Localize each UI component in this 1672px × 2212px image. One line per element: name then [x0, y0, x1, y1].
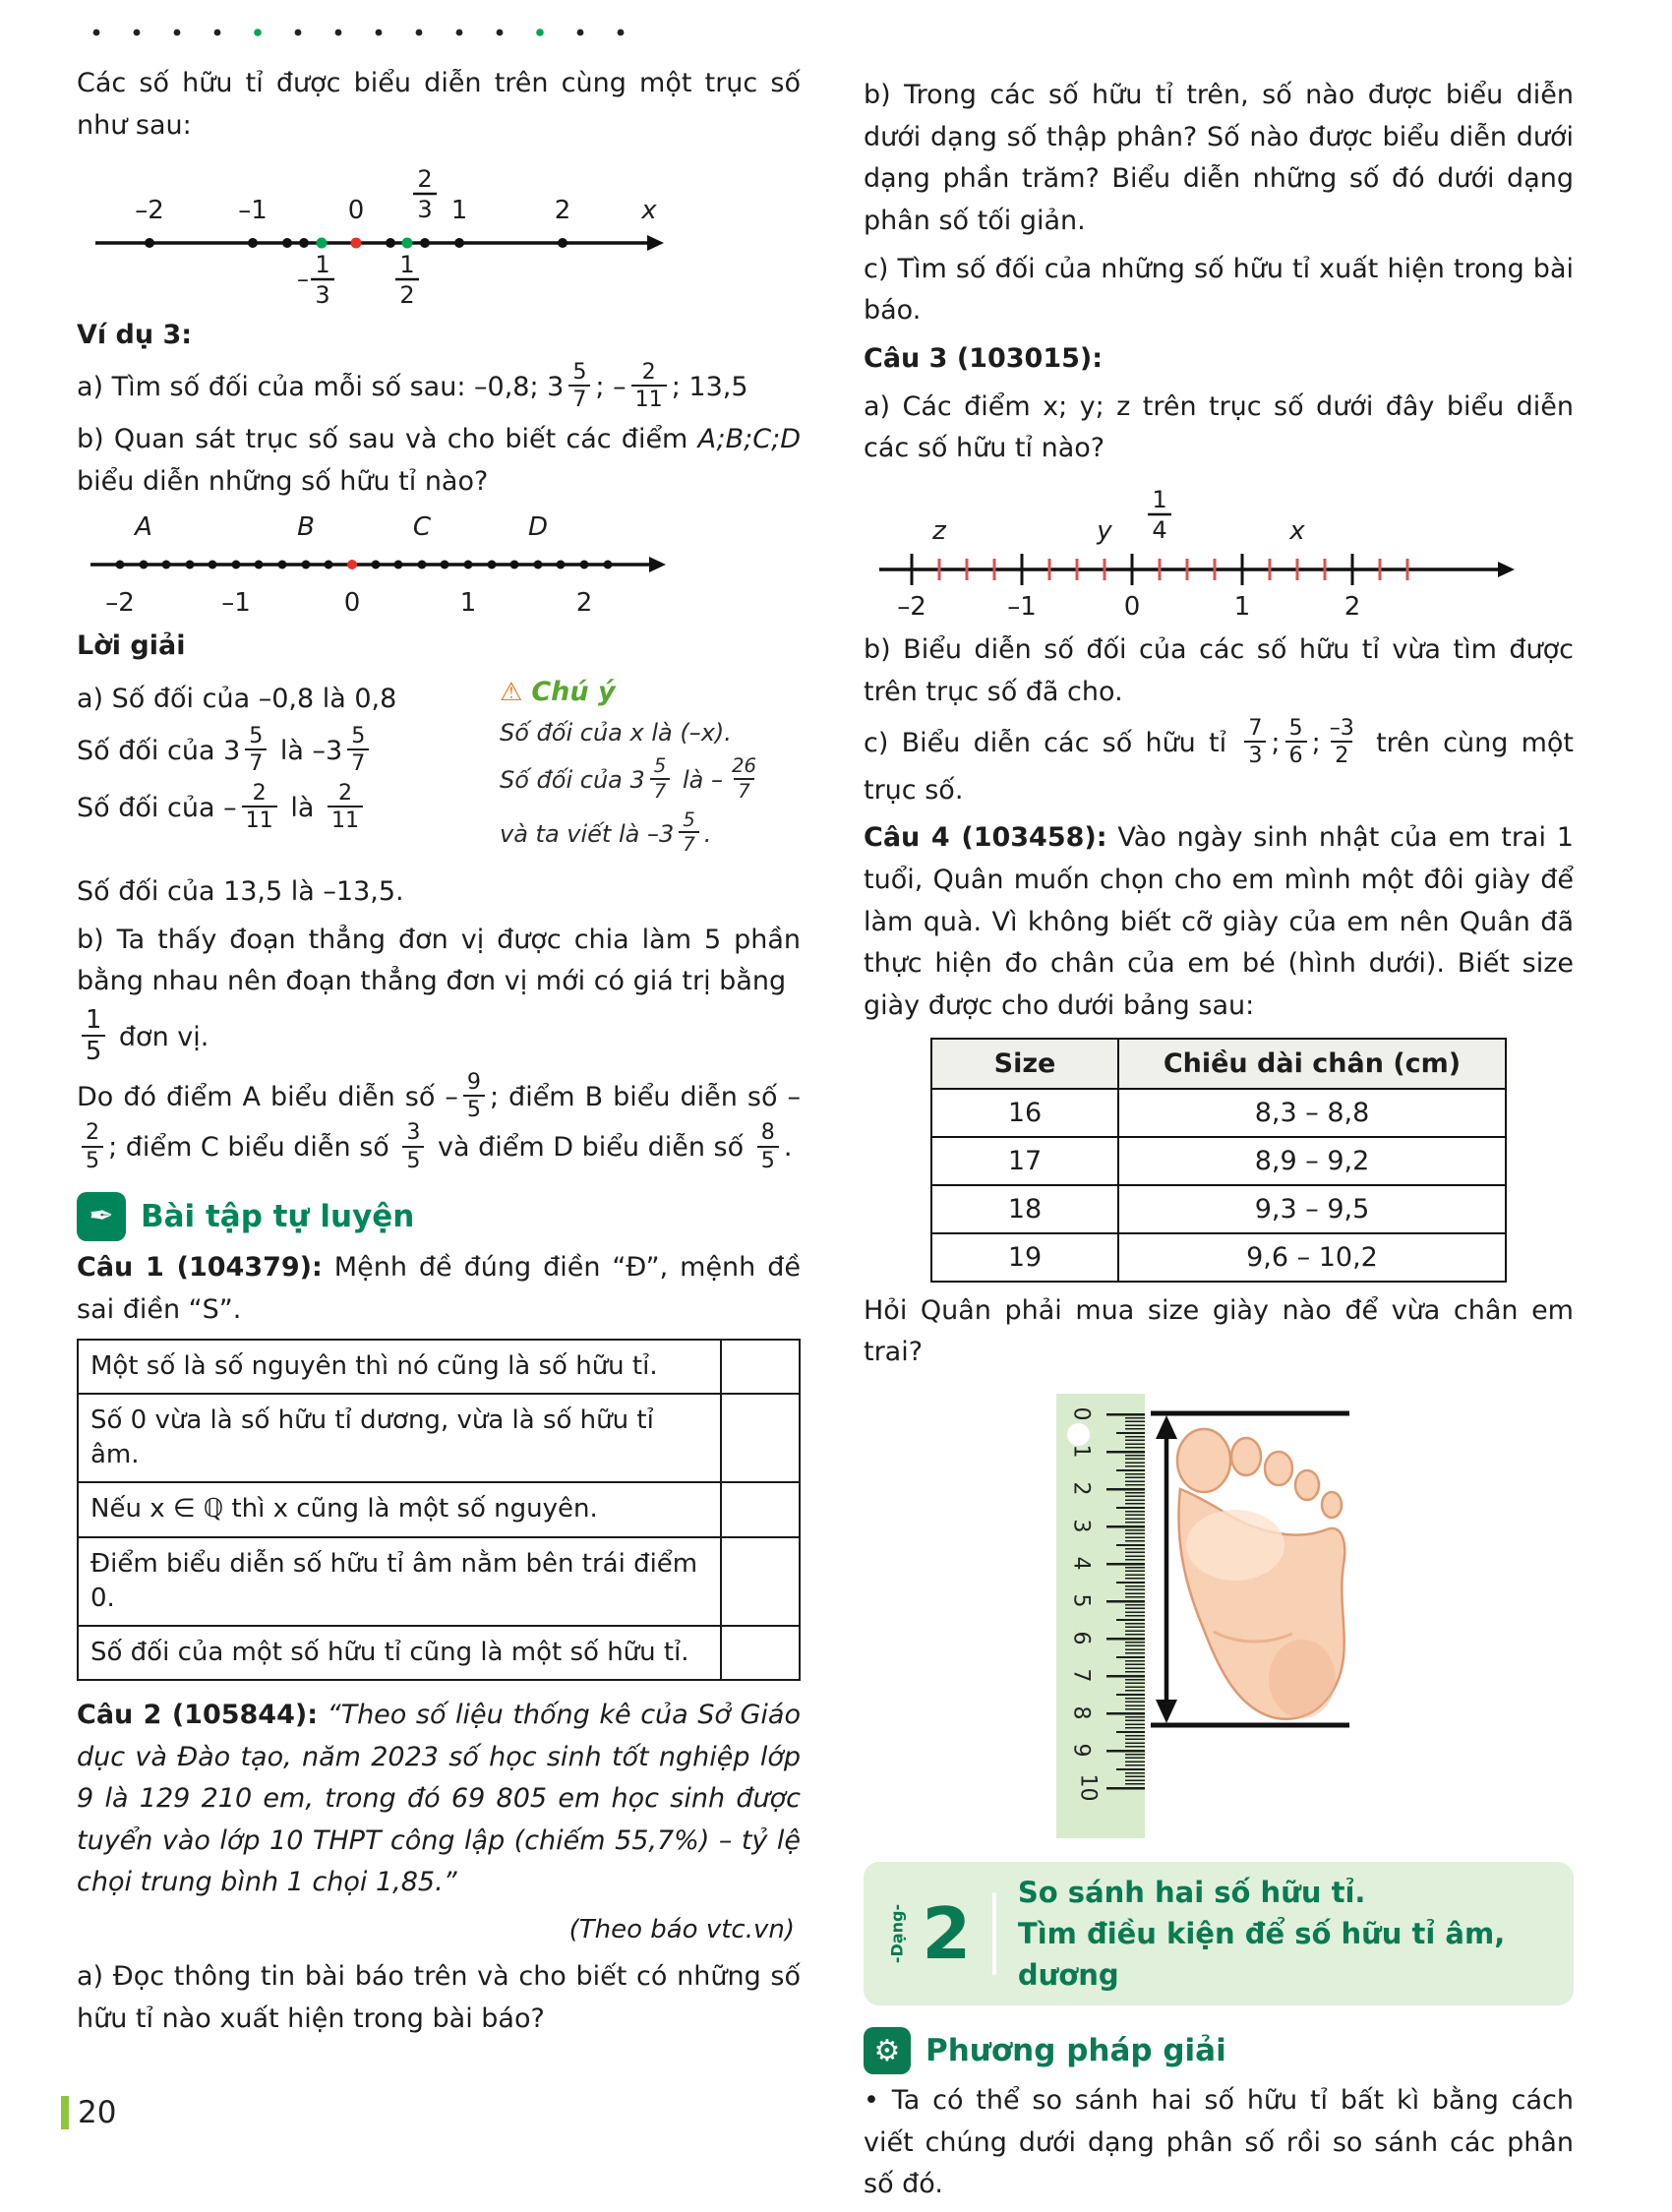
nl2-point-D: D: [527, 511, 549, 542]
fraction-5-7: $\frac{5}{7}$: [568, 361, 590, 411]
nl3-point-x: x: [1289, 515, 1305, 546]
nl1-label-0: 0: [347, 196, 365, 226]
nl2-label-m1: –1: [221, 587, 251, 618]
fraction-1-5: $\frac{1}{5}$: [82, 1007, 105, 1065]
nl1-frac-23-num: 2: [417, 165, 433, 194]
pen-icon: ✒: [77, 1192, 126, 1241]
nl2-point-C: C: [412, 511, 432, 542]
answer-cell[interactable]: [721, 1482, 800, 1536]
nl1-frac-12-den: 2: [399, 281, 415, 310]
question-2-item-b: b) Trong các số hữu tỉ trên, số nào được biểu diễn dưới dạng số thập phân? Số nào được biểu diễn dưới dạng phần trăm? Biểu diễn những số đó dưới dạng phân số tối giản.: [864, 80, 1574, 236]
fraction-2-11: $\frac{2}{11}$: [242, 782, 277, 832]
page-number: 20: [61, 2095, 116, 2130]
question-2-label: Câu 2 (105844):: [77, 1699, 319, 1730]
example-title: Ví dụ 3:: [77, 320, 193, 351]
question-3-item-a: a) Các điểm x; y; z trên trục số dưới đây biểu diễn các số hữu tỉ nào?: [864, 390, 1574, 464]
table-row: 17 8,9 – 9,2: [931, 1137, 1506, 1185]
quote-source: (Theo báo vtc.vn): [568, 1915, 795, 1945]
gear-icon: ⚙: [864, 2027, 911, 2074]
statement-cell: Nếu x ∈ ℚ thì x cũng là một số nguyên.: [78, 1482, 721, 1536]
statement-cell: Điểm biểu diễn số hữu tỉ âm nằm bên trái điểm 0.: [78, 1537, 721, 1626]
statement-cell: Số 0 vừa là số hữu tỉ dương, vừa là số hữu tỉ âm.: [78, 1394, 721, 1482]
topic-title-line1: So sánh hai số hữu tỉ.: [1017, 1875, 1366, 1909]
page-number-bar: [61, 2096, 69, 2129]
topic-banner-titles: [1018, 1872, 1552, 1996]
fraction-5-7: $\frac{5}{7}$: [347, 725, 369, 775]
solution-f: Do đó điểm A biểu diễn số – $\frac{9}{5}$ ; điểm B biểu diễn số – $\frac{2}{5}$ ; điểm C biểu diễn số $\frac{3}{5}$ và điểm D biểu diễn số $\frac{8}{5}$ .: [77, 1068, 801, 1173]
size-column-header: Size: [931, 1039, 1118, 1089]
fraction-2-11: $\frac{2}{11}$: [328, 782, 363, 832]
note-title: Chú ý: [531, 677, 616, 708]
topic-banner: [864, 1862, 1574, 2005]
question-3-label: Câu 3 (103015):: [864, 342, 1104, 374]
table-row: 19 9,6 – 10,2: [931, 1233, 1506, 1282]
nl1-frac-m13-den: 3: [315, 281, 330, 310]
solution-and-note: [77, 673, 801, 866]
method-text: • Ta có thể so sánh hai số hữu tỉ bất kì bằng cách viết chúng dưới dạng phân số rồi so sánh các phân số đó.: [864, 2085, 1574, 2200]
question-1-label: Câu 1 (104379):: [77, 1251, 323, 1283]
solution-e: b) Ta thấy đoạn thẳng đơn vị được chia làm 5 phần bằng nhau nên đoạn thẳng đơn vị mới có giá trị bằng: [77, 924, 801, 997]
fraction-5-7: $\frac{5}{7}$: [245, 725, 267, 775]
measurement-arrow: [1156, 1415, 1177, 1723]
ruler-number: 2: [1068, 1481, 1094, 1496]
ruler-number: 5: [1068, 1593, 1094, 1608]
note-line-1: Số đối của x là (–x).: [500, 719, 732, 747]
nl1-frac-12-num: 1: [399, 251, 415, 279]
fraction-2-11: $\frac{2}{11}$: [631, 361, 667, 411]
number-line-3: [867, 476, 1556, 624]
nl3-label-m1: –1: [1007, 591, 1037, 622]
answer-cell[interactable]: [721, 1537, 800, 1626]
table-row: 16 8,3 – 8,8: [931, 1089, 1506, 1137]
nl2-point-B: B: [297, 511, 315, 542]
fraction-8-5: $\frac{8}{5}$: [757, 1121, 779, 1171]
nl3-point-z: z: [932, 515, 946, 546]
question-3-item-c: c) Biểu diễn các số hữu tỉ $\frac{7}{3}$ ; $\frac{5}{6}$ ; $\frac{-3}{2}$ trên cùng một trục số.: [864, 715, 1574, 806]
nl1-label-2: 2: [554, 196, 571, 226]
practice-section-title: Bài tập tự luyện: [141, 1198, 415, 1234]
question-3-item-b: b) Biểu diễn số đối của các số hữu tỉ vừa tìm được trên trục số đã cho.: [864, 633, 1574, 707]
table-row: 18 9,3 – 9,5: [931, 1185, 1506, 1233]
question-2-item-a: a) Đọc thông tin bài báo trên và cho biết có những số hữu tỉ nào xuất hiện trong bài báo?: [77, 1961, 801, 2034]
nl1-label-m1: –1: [238, 196, 268, 226]
fraction-m3-2: $\frac{-3}{2}$: [1329, 715, 1354, 769]
note-header: [500, 677, 801, 707]
points-abcd: A;B;C;D: [697, 424, 801, 455]
nl2-label-1: 1: [459, 587, 477, 618]
method-section-header: [864, 2027, 1574, 2074]
length-column-header: Chiều dài chân (cm): [1118, 1039, 1506, 1089]
fraction-2-5: $\frac{2}{5}$: [82, 1121, 103, 1171]
solution-lines: [77, 673, 486, 840]
nl3-frac-14-num: 1: [1152, 485, 1167, 513]
note-line-3: và ta viết là –3 $\frac{5}{7}$ .: [500, 807, 712, 857]
note-line-2: Số đối của 3 $\frac{5}{7}$ là – $\frac{26}{7}$: [500, 758, 801, 804]
method-section-title: Phương pháp giải: [926, 2033, 1226, 2069]
fraction-5-6: $\frac{5}{6}$: [1285, 717, 1307, 767]
fraction-26-7: $\frac{26}{7}$: [731, 754, 756, 804]
ruler-number: 0: [1068, 1406, 1094, 1421]
nl3-label-1: 1: [1233, 591, 1251, 622]
topic-title-line2: Tìm điều kiện để số hữu tỉ âm, dương: [1017, 1916, 1506, 1993]
question-4: Câu 4 (103458): Vào ngày sinh nhật của em trai 1 tuổi, Quân muốn chọn cho em mình một đôi giày để làm quà. Vì không biết cỡ giày của em nên Quân đã thực hiện đo chân của em bé (hình dưới). Biết size giày được cho dưới bảng sau:: [864, 822, 1574, 1021]
ruler-number: 4: [1068, 1556, 1094, 1571]
nl2-label-2: 2: [575, 587, 593, 618]
nl1-axis-label-x: x: [641, 196, 657, 226]
question-1: Câu 1 (104379): Mệnh đề đúng điền “Đ”, mệnh đề sai điền “S”.: [77, 1251, 802, 1325]
answer-cell[interactable]: [721, 1394, 800, 1482]
solution-b: Số đối của 3 $\frac{5}{7}$ là –3 $\frac{5}{7}$: [77, 727, 486, 777]
ruler-number: 1: [1068, 1444, 1094, 1459]
topic-banner-number: 2: [922, 1892, 972, 1975]
solution-title: Lời giải: [77, 629, 186, 661]
question-4-label: Câu 4 (103458):: [864, 822, 1107, 854]
question-2-quote: “Theo số liệu thống kê của Sở Giáo dục và Đào tạo, năm 2023 số học sinh tốt nghiệp lớp 9 là 129 210 em, trong đó 69 805 em học sinh được tuyển vào lớp 10 THPT công lập (chiếm 55,7%) – tỷ lệ chọi trung bình 1 chọi 1,85.”: [77, 1699, 801, 1898]
nl1-frac-m13-minus: –: [297, 266, 309, 294]
example-item-b: b) Quan sát trục số sau và cho biết các điểm A;B;C;D biểu diễn những số hữu tỉ nào?: [77, 424, 801, 498]
statement-cell: Một số là số nguyên thì nó cũng là số hữu tỉ.: [78, 1340, 721, 1394]
topic-banner-prefix: -Dạng-: [887, 1903, 907, 1964]
table-row: [78, 1394, 800, 1482]
intro-text: Các số hữu tỉ được biểu diễn trên cùng một trục số như sau:: [77, 68, 801, 141]
banner-divider: [992, 1892, 996, 1975]
number-line-2: [81, 509, 671, 620]
example-item-a: a) Tìm số đối của mỗi số sau: –0,8; 3 $\frac{5}{7}$ ; – $\frac{2}{11}$ ; 13,5: [77, 358, 748, 413]
ruler-number: 6: [1068, 1631, 1094, 1645]
statement-cell: Số đối của một số hữu tỉ cũng là một số hữu tỉ.: [78, 1626, 721, 1680]
ruler-number: 9: [1068, 1743, 1094, 1758]
nl1-label-m2: –2: [135, 196, 164, 226]
nl2-label-0: 0: [343, 587, 361, 618]
foot-measurement-figure: [1056, 1386, 1351, 1846]
ruler-number: 8: [1068, 1705, 1094, 1720]
warning-icon: ⚠: [500, 677, 523, 707]
fraction-7-3: $\frac{7}{3}$: [1244, 717, 1266, 767]
question-2-item-c: c) Tìm số đối của những số hữu tỉ xuất hiện trong bài báo.: [864, 253, 1574, 327]
shoe-size-table: [930, 1038, 1507, 1283]
right-column: [864, 26, 1574, 2212]
nl1-frac-23-den: 3: [417, 196, 433, 224]
solution-d: Số đối của 13,5 là –13,5.: [77, 876, 404, 908]
nl3-label-0: 0: [1123, 591, 1141, 622]
fraction-3-5: $\frac{3}{5}$: [402, 1121, 424, 1171]
table-row: [78, 1626, 800, 1680]
top-dots-decor: [85, 26, 635, 39]
table-row: [78, 1482, 800, 1536]
nl2-point-A: A: [135, 511, 152, 542]
question-4-prompt: Hỏi Quân phải mua size giày nào để vừa chân em trai?: [864, 1294, 1574, 1368]
table-row: [78, 1340, 800, 1394]
question-2: [77, 1695, 801, 1904]
left-column: [77, 26, 801, 2212]
nl2-label-m2: –2: [105, 587, 135, 618]
answer-cell[interactable]: [721, 1340, 800, 1394]
solution-unit: $\frac{1}{5}$ đơn vị.: [77, 1009, 801, 1067]
foot-illustration: [1056, 1386, 1351, 1846]
answer-cell[interactable]: [721, 1626, 800, 1680]
table-row: [78, 1537, 800, 1626]
ruler-number: 10: [1075, 1773, 1101, 1802]
fraction-9-5: $\frac{9}{5}$: [463, 1071, 485, 1121]
nl3-point-y: y: [1097, 515, 1112, 546]
solution-c: Số đối của – $\frac{2}{11}$ là $\frac{2}{11}$: [77, 784, 486, 834]
table-header-row: [931, 1039, 1506, 1089]
fraction-5-7: $\frac{5}{7}$: [650, 756, 671, 802]
nl3-label-m2: –2: [897, 591, 926, 622]
nl3-label-2: 2: [1344, 591, 1361, 622]
nl3-frac-14-den: 4: [1152, 515, 1167, 544]
fraction-5-7: $\frac{5}{7}$: [679, 810, 699, 856]
nl1-frac-m13-num: 1: [315, 251, 330, 279]
nl1-label-1: 1: [450, 196, 468, 226]
note-box: [500, 673, 801, 866]
number-line-1: [81, 156, 671, 309]
practice-section-header: [77, 1192, 801, 1241]
true-false-table: [77, 1339, 801, 1681]
solution-a: a) Số đối của –0,8 là 0,8: [77, 684, 397, 715]
ruler-number: 7: [1068, 1668, 1094, 1683]
ruler-number: 3: [1068, 1519, 1094, 1533]
